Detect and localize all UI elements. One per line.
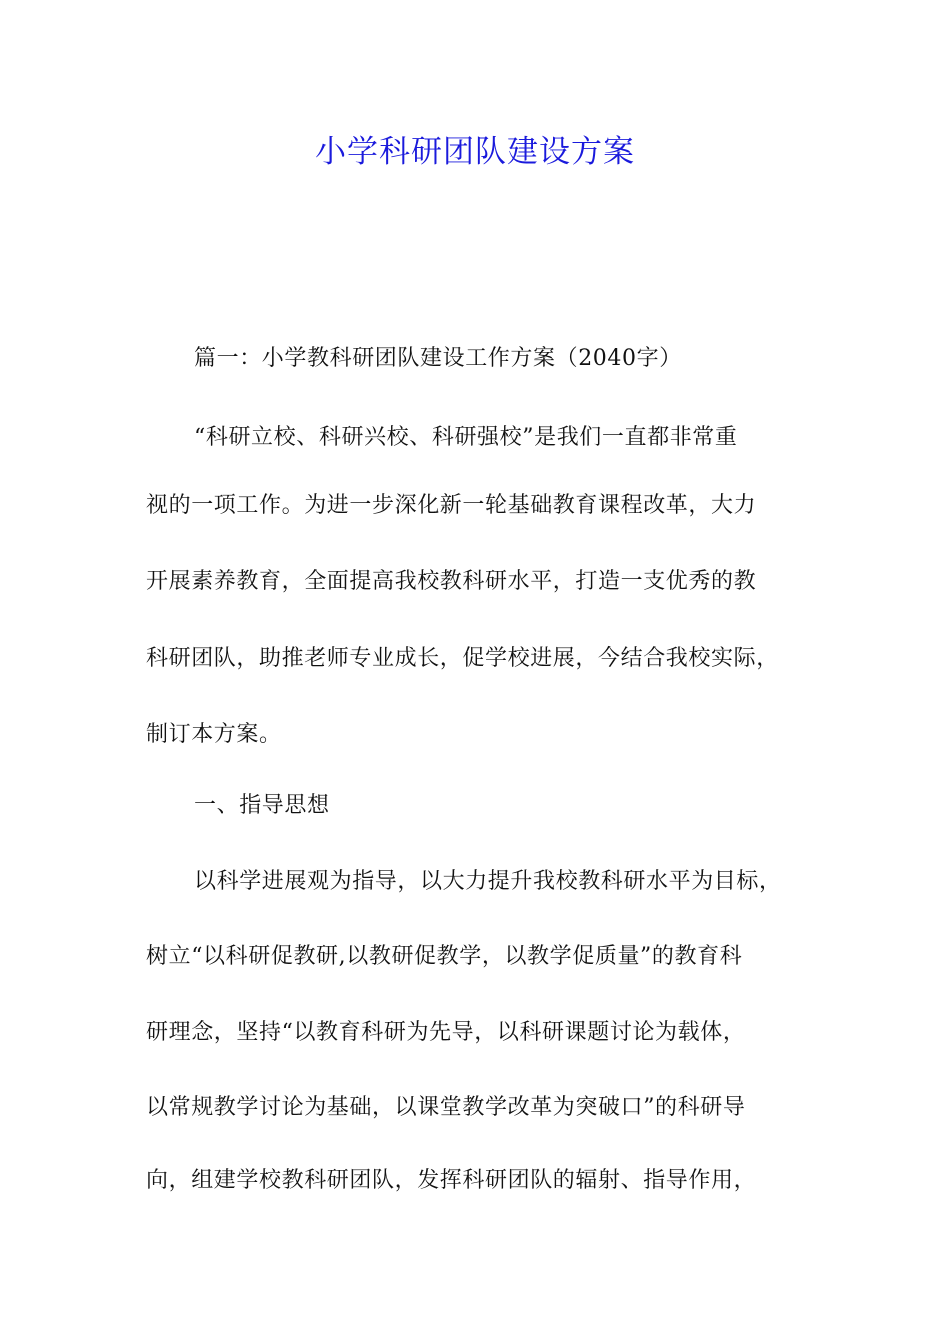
paragraph-line: 树立“以科研促教研,以教研促教学，以教学促质量”的教育科 [146, 944, 743, 969]
paragraph-line: 开展素养教育，全面提高我校教科研水平，打造一支优秀的教 [146, 569, 757, 594]
paragraph-line: 以科学进展观为指导，以大力提升我校教科研水平为目标， [194, 869, 782, 894]
paragraph-line: “科研立校、科研兴校、科研强校”是我们一直都非常重 [194, 425, 738, 450]
section-heading-part-one: 篇一：小学教科研团队建设工作方案（2040字） [194, 346, 682, 371]
paragraph-line: 研理念，坚持“以教育科研为先导，以科研课题讨论为载体， [146, 1020, 746, 1045]
paragraph-line: 向，组建学校教科研团队，发挥科研团队的辐射、指导作用， [146, 1168, 757, 1193]
document-title: 小学科研团队建设方案 [315, 134, 635, 170]
paragraph-line: 制订本方案。 [146, 722, 282, 747]
section-heading-guiding-ideology: 一、指导思想 [194, 793, 330, 818]
paragraph-line: 科研团队，助推老师专业成长，促学校进展，今结合我校实际， [146, 646, 779, 671]
paragraph-line: 以常规教学讨论为基础，以课堂教学改革为突破口”的科研导 [146, 1095, 746, 1120]
paragraph-line: 视的一项工作。为进一步深化新一轮基础教育课程改革，大力 [146, 493, 757, 518]
